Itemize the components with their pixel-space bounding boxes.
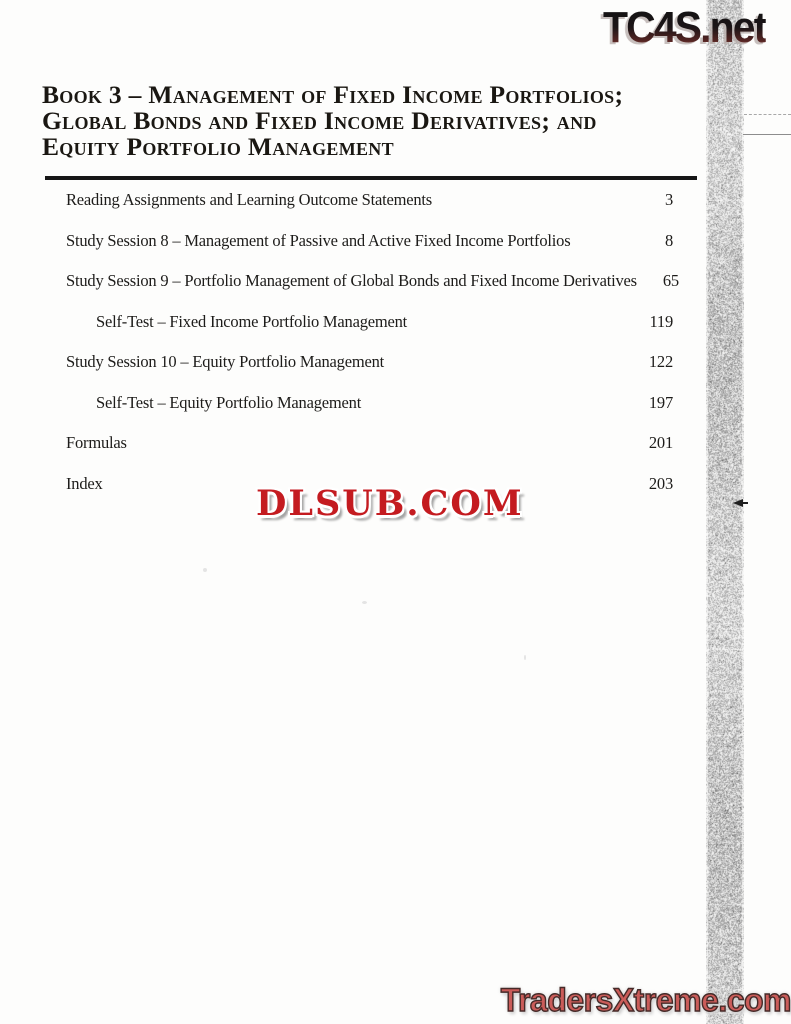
title-divider-rule bbox=[45, 176, 697, 180]
toc-entry bbox=[66, 231, 673, 272]
toc-entry-label: Study Session 9 – Portfolio Management of Global Bonds and Fixed Income Derivatives bbox=[66, 271, 637, 290]
scan-artifact-dashed-line bbox=[744, 114, 791, 115]
watermark-dlsub-logo: DLSUB.COM bbox=[256, 483, 524, 524]
scan-speck bbox=[524, 655, 526, 660]
toc-entry bbox=[66, 271, 679, 312]
toc-entry-page: 3 bbox=[664, 190, 673, 209]
toc-entry bbox=[66, 393, 673, 434]
toc-entry-label: Formulas bbox=[66, 433, 127, 452]
toc-entry-label: Study Session 10 – Equity Portfolio Management bbox=[66, 352, 385, 371]
toc-entry-page: 8 bbox=[664, 230, 673, 250]
toc-entry bbox=[66, 312, 673, 353]
page-title-line-1: Book 3 – Management of Fixed Income Portfolios; bbox=[42, 80, 624, 109]
page-title bbox=[42, 82, 722, 160]
scan-speck bbox=[362, 601, 367, 604]
toc-entry-label: Study Session 8 – Management of Passive and Active Fixed Income Portfolios bbox=[66, 230, 571, 250]
toc-entry bbox=[66, 352, 673, 393]
page-title-line-3: Equity Portfolio Management bbox=[42, 132, 394, 161]
toc-entry-page: 201 bbox=[648, 433, 673, 452]
watermark-tc4s-logo: TC4S.net bbox=[603, 3, 766, 52]
left-arrow-mark bbox=[733, 499, 743, 507]
toc-entry-label: Self-Test – Fixed Income Portfolio Management bbox=[96, 311, 408, 331]
toc-list bbox=[66, 190, 679, 514]
toc-entry-page: 203 bbox=[648, 473, 673, 493]
toc-entry-page: 197 bbox=[648, 392, 673, 412]
toc-entry-label: Self-Test – Equity Portfolio Management bbox=[96, 392, 362, 412]
toc-entry-page: 122 bbox=[648, 352, 673, 371]
watermark-tradersxtreme-logo: TradersXtreme.com bbox=[500, 982, 791, 1018]
scan-speck bbox=[203, 568, 207, 572]
toc-entry-page: 65 bbox=[662, 271, 679, 290]
toc-entry bbox=[66, 433, 673, 474]
page-title-line-2: Global Bonds and Fixed Income Derivatives; and bbox=[42, 106, 597, 135]
toc-entry-page: 119 bbox=[649, 311, 673, 331]
toc-entry-label: Index bbox=[66, 473, 103, 493]
toc-entry bbox=[66, 190, 673, 231]
scan-artifact-solid-line bbox=[743, 134, 791, 135]
toc-entry-label: Reading Assignments and Learning Outcome Statements bbox=[66, 190, 433, 209]
